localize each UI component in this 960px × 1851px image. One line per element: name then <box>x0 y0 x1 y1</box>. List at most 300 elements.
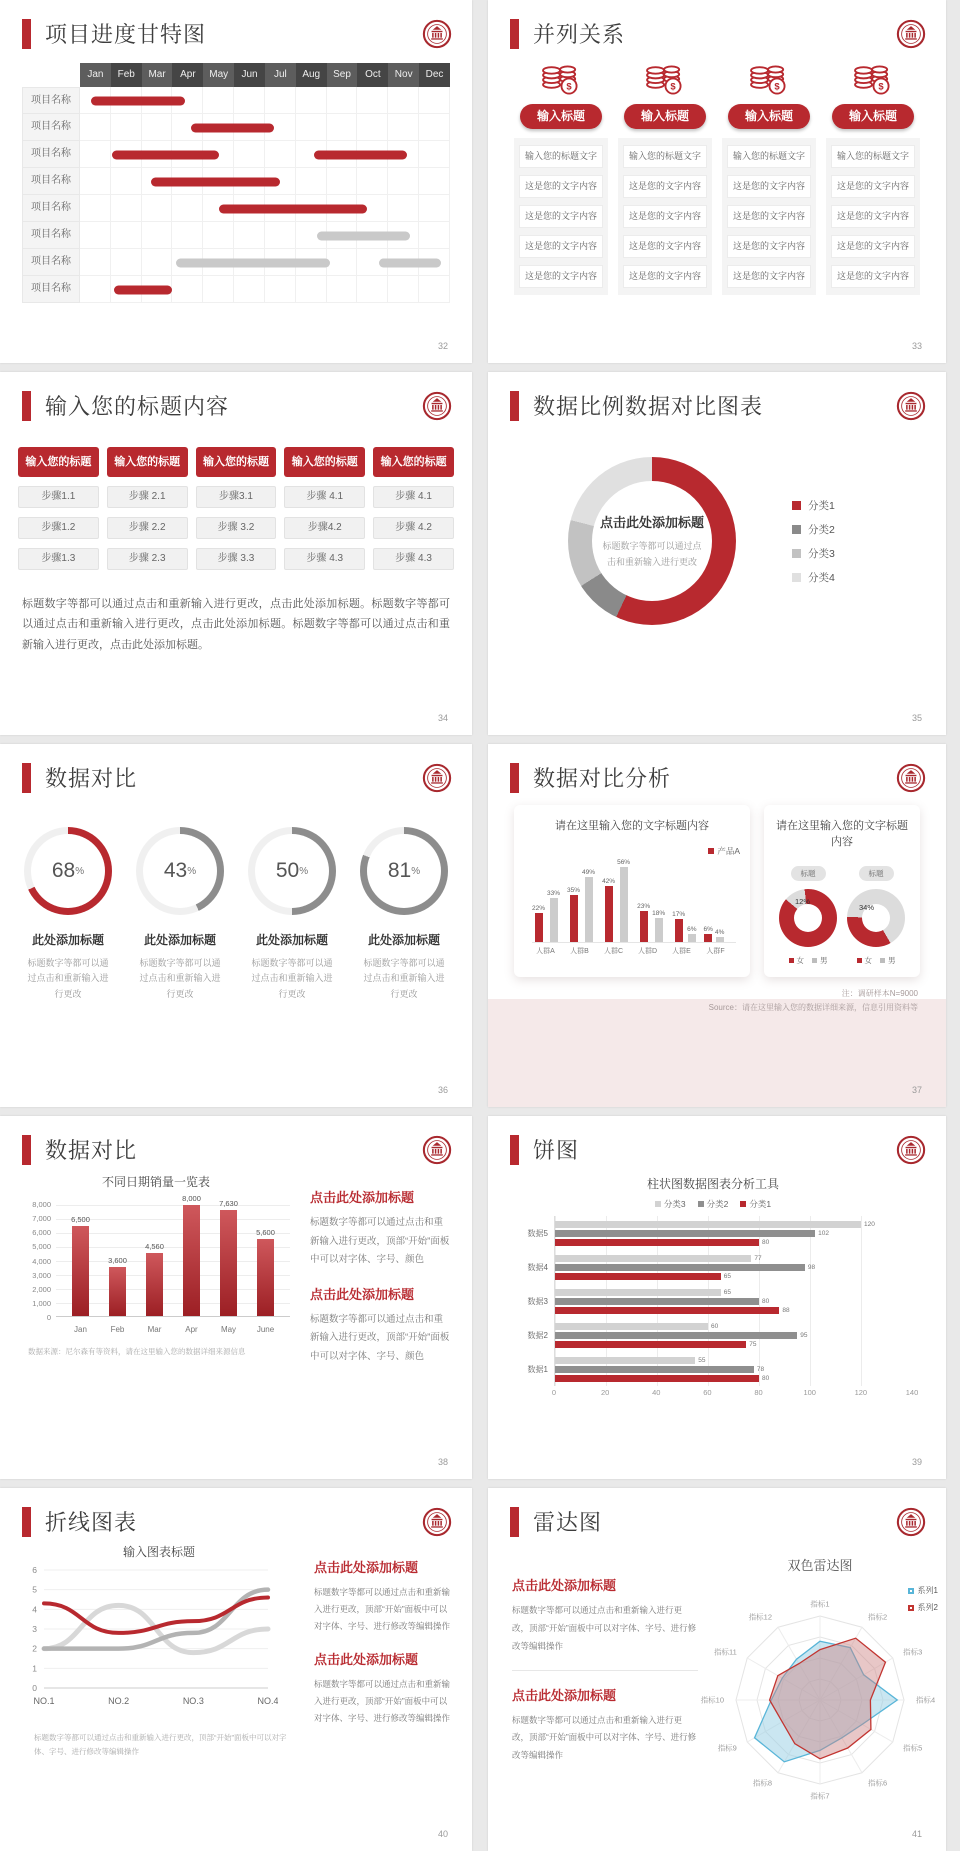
slide-thumbnail-38-barchart[interactable] <box>0 1116 472 1479</box>
slide-thumbnail-36-rings[interactable] <box>0 744 472 1107</box>
slide-header <box>0 1116 472 1165</box>
x-axis-label: Feb <box>110 1325 125 1334</box>
gantt-month-label: Aug <box>296 63 327 87</box>
hbar-with-label <box>555 1239 912 1246</box>
mini-donuts <box>774 863 910 966</box>
percent-sign: % <box>187 865 197 877</box>
bar-value-label: 120 <box>864 1220 875 1228</box>
ring-caption-text: 标题数字等都可以通过点击和重新输入进行更改 <box>363 958 445 999</box>
svg-text:指标8: 指标8 <box>752 1778 772 1788</box>
steps-column <box>284 447 365 570</box>
gantt-grid-cell <box>419 276 450 303</box>
y-axis-tick-label: 3,000 <box>32 1270 51 1280</box>
gantt-row <box>22 87 450 114</box>
gantt-grid-cell <box>172 222 203 249</box>
gantt-grid-cell <box>203 276 234 303</box>
bar-value-label: 5,600 <box>256 1227 275 1237</box>
legend-item: 男 <box>880 955 896 966</box>
university-seal-logo-icon <box>896 763 926 793</box>
slide-thumbnail-34-steps[interactable] <box>0 372 472 735</box>
mini-donut-tag: 标题 <box>859 866 894 881</box>
column-title-pill: 输入标题 <box>728 104 811 129</box>
svg-text:$: $ <box>566 81 572 93</box>
step-item: 步骤 4.1 <box>373 486 454 508</box>
donut-legend <box>792 489 835 594</box>
progress-ring <box>24 827 112 915</box>
radar-chart-panel <box>698 1539 942 1823</box>
gantt-grid-cell <box>388 168 419 195</box>
gantt-month-label: Dec <box>419 63 450 87</box>
gantt-grid-cell <box>80 249 111 276</box>
step-item: 步骤 4.3 <box>373 548 454 570</box>
title-accent-bar <box>22 1135 31 1165</box>
gantt-row-track <box>80 195 450 222</box>
bar <box>555 1366 754 1373</box>
steps-column <box>107 447 188 570</box>
gantt-grid-cell <box>296 87 327 114</box>
x-axis-label: Mar <box>147 1325 162 1334</box>
legend-swatch <box>740 1201 746 1207</box>
bar-value-label: 6% <box>687 926 697 933</box>
slide-thumbnail-35-donut[interactable] <box>488 372 946 735</box>
step-item: 步骤 3.2 <box>196 517 277 539</box>
gantt-grid-cell <box>80 195 111 222</box>
legend-swatch <box>792 549 801 558</box>
gantt-row-label: 项目名称 <box>22 222 80 249</box>
bar-value-label: 56% <box>617 859 631 867</box>
gantt-grid-cell <box>142 114 173 141</box>
steps-column <box>373 447 454 570</box>
list-item: 这是您的文字内容 <box>831 265 915 288</box>
gantt-row <box>22 222 450 249</box>
legend-swatch <box>908 1588 914 1594</box>
gantt-row-track <box>80 141 450 168</box>
list-item: 输入您的标题文字 <box>831 145 915 168</box>
list-item: 这是您的文字内容 <box>519 175 603 198</box>
category-label: 人群E <box>672 948 691 955</box>
gantt-grid-cell <box>265 141 296 168</box>
bar <box>555 1264 805 1271</box>
category-label: 人群F <box>706 948 725 955</box>
gantt-row-label: 项目名称 <box>22 114 80 141</box>
bar-value-label: 80 <box>762 1297 770 1305</box>
bar-value-label: 75 <box>749 1340 757 1348</box>
list-item: 这是您的文字内容 <box>727 175 811 198</box>
donut-center-title: 点击此处添加标题 <box>599 514 704 530</box>
university-seal-logo-icon <box>422 391 452 421</box>
slide-header <box>488 0 946 49</box>
svg-text:指标2: 指标2 <box>868 1612 888 1622</box>
bar-value-label: 7,630 <box>219 1199 238 1209</box>
page-number: 35 <box>911 713 922 723</box>
block-text: 标题数字等都可以通过点击和重新输入进行更改，顶部“开始”面板中可以对字体、字号、颜色 <box>310 1217 450 1266</box>
bar-group <box>704 926 725 942</box>
block-text: 标题数字等都可以通过点击和重新输入进行更改，顶部“开始”面板中可以对字体、字号、进行修改等编辑操作 <box>314 1587 451 1631</box>
coins-dollar-icon <box>514 61 608 100</box>
ring-percent-value: 68 <box>51 859 76 882</box>
donut-chart <box>568 457 736 625</box>
slide-thumbnail-37-analysis[interactable] <box>488 744 946 1107</box>
bar <box>555 1323 708 1330</box>
page-number: 39 <box>911 1457 922 1467</box>
hbar-with-label <box>555 1273 912 1280</box>
svg-text:指标11: 指标11 <box>714 1647 737 1657</box>
gantt-grid-cell <box>357 87 388 114</box>
slide-header <box>0 372 472 421</box>
ring-hole <box>31 834 105 908</box>
gantt-bar <box>114 285 173 294</box>
hbar-with-label <box>555 1255 912 1262</box>
mini-donut <box>847 889 905 947</box>
gantt-row-track <box>80 168 450 195</box>
gantt-row-track <box>80 222 450 249</box>
legend-swatch <box>880 958 885 963</box>
legend-item: 分类1 <box>740 1198 771 1210</box>
slide-header <box>488 372 946 421</box>
hbar-group <box>555 1250 912 1284</box>
page-number: 38 <box>437 1457 448 1467</box>
gantt-row-track <box>80 249 450 276</box>
bar-with-label <box>715 929 724 942</box>
slide-title: 并列关系 <box>533 22 626 47</box>
gantt-month-label: Jan <box>80 63 111 87</box>
coins-dollar-icon <box>826 61 920 100</box>
gantt-month-label: Mar <box>142 63 173 87</box>
bar <box>183 1205 200 1316</box>
category-label: 人群D <box>637 948 658 955</box>
column-item-list <box>618 138 712 295</box>
gantt-grid-cell <box>203 222 234 249</box>
bar <box>585 877 593 942</box>
bar-with-label <box>256 1228 276 1316</box>
list-item: 输入您的标题文字 <box>519 145 603 168</box>
gantt-grid-cell <box>327 87 358 114</box>
bar <box>620 867 628 942</box>
gantt-grid-cell <box>234 222 265 249</box>
title-accent-bar <box>22 19 31 49</box>
svg-text:指标6: 指标6 <box>868 1778 888 1788</box>
progress-ring <box>248 827 336 915</box>
list-item: 这是您的文字内容 <box>519 265 603 288</box>
gantt-month-label: Jul <box>265 63 296 87</box>
y-axis-tick-label: 0 <box>46 1313 51 1322</box>
legend-label: 产品A <box>717 846 740 856</box>
x-axis-tick-label: 120 <box>854 1388 868 1397</box>
block-title: 点击此处添加标题 <box>512 1687 617 1703</box>
list-item: 这是您的文字内容 <box>727 205 811 228</box>
legend-item: 分类2 <box>698 1198 729 1210</box>
step-item: 步骤4.2 <box>284 517 365 539</box>
card-legend <box>708 845 740 857</box>
title-accent-bar <box>510 19 519 49</box>
title-accent-bar <box>510 1507 519 1537</box>
svg-text:指标5: 指标5 <box>903 1743 923 1753</box>
legend-swatch <box>708 848 714 854</box>
gantt-grid-cell <box>172 195 203 222</box>
svg-text:NO.2: NO.2 <box>108 1696 130 1706</box>
x-axis-tick-label: 60 <box>703 1388 712 1397</box>
bar-value-label: 4% <box>714 928 725 936</box>
bar-value-label: 60 <box>711 1322 719 1330</box>
x-axis-tick-label: 20 <box>600 1388 610 1397</box>
gantt-grid-cell <box>419 168 450 195</box>
bar <box>257 1239 274 1316</box>
legend-swatch <box>655 1201 661 1207</box>
bar-value-label: 33% <box>547 890 561 897</box>
bar <box>555 1357 695 1364</box>
bar-value-label: 23% <box>637 903 651 911</box>
card-title: 请在这里输入您的文字标题内容 <box>555 820 709 832</box>
x-axis-label: May <box>220 1325 237 1334</box>
block-text: 标题数字等都可以通过点击和重新输入进行更改，顶部“开始”面板中可以对字体、字号、进行修改等编辑操作 <box>512 1714 697 1761</box>
parallel-column <box>826 61 920 295</box>
parallel-column <box>514 61 608 295</box>
svg-text:指标4: 指标4 <box>916 1695 936 1705</box>
list-item: 这是您的文字内容 <box>623 235 707 258</box>
bar-chart-panel <box>22 1173 290 1366</box>
gantt-grid-cell <box>111 195 142 222</box>
gantt-grid-cell <box>419 114 450 141</box>
gantt-grid-cell <box>265 87 296 114</box>
gantt-row <box>22 114 450 141</box>
mini-donut-tag: 标题 <box>791 866 826 881</box>
step-item: 步骤1.3 <box>18 548 99 570</box>
step-item: 步骤 4.3 <box>284 548 365 570</box>
bar-with-label <box>582 869 595 942</box>
steps-header: 输入您的标题 <box>107 447 188 477</box>
parallel-column <box>722 61 816 295</box>
hbar-group <box>555 1284 912 1318</box>
gantt-grid-cell <box>388 195 419 222</box>
progress-ring <box>136 827 224 915</box>
hbar-with-label <box>555 1375 912 1382</box>
bar <box>109 1267 126 1316</box>
mini-donut-hole <box>794 904 822 932</box>
gantt-grid-cell <box>296 168 327 195</box>
legend-label: 分类2 <box>808 523 835 536</box>
column-item-list <box>722 138 816 295</box>
page-number: 32 <box>437 341 448 351</box>
block-text: 标题数字等都可以通过点击和重新输入进行更改，顶部“开始”面板中可以对字体、字号、颜色 <box>310 1313 450 1362</box>
x-axis-ticks <box>551 1386 919 1398</box>
hbar-with-label <box>555 1264 912 1271</box>
gantt-grid-cell <box>142 249 173 276</box>
bar <box>535 913 543 942</box>
slide-header <box>488 1488 946 1537</box>
pink-background-band <box>488 999 946 1107</box>
bar-value-label: 8,000 <box>182 1194 201 1203</box>
gantt-row-track <box>80 114 450 141</box>
university-seal-logo-icon <box>896 1507 926 1537</box>
bar <box>555 1307 779 1314</box>
bar-value-label: 4,560 <box>145 1242 164 1252</box>
gantt-grid-cell <box>142 195 173 222</box>
svg-text:指标7: 指标7 <box>810 1791 830 1801</box>
gantt-grid-cell <box>419 195 450 222</box>
university-seal-logo-icon <box>896 1135 926 1165</box>
text-blocks <box>290 1173 450 1366</box>
ring-caption-text: 标题数字等都可以通过点击和重新输入进行更改 <box>139 958 221 999</box>
bar-value-label: 65 <box>723 1288 731 1296</box>
steps-header: 输入您的标题 <box>373 447 454 477</box>
x-axis-label: June <box>256 1325 275 1334</box>
gantt-row <box>22 276 450 303</box>
legend-item <box>792 522 835 537</box>
y-axis-labels <box>22 1200 56 1322</box>
gantt-grid-cell <box>357 168 388 195</box>
divider-line <box>512 1670 698 1671</box>
slide-header <box>488 744 946 793</box>
gantt-month-label: Nov <box>388 63 419 87</box>
svg-text:NO.3: NO.3 <box>182 1696 204 1706</box>
legend-item: 女 <box>789 955 805 966</box>
gantt-month-label: Oct <box>357 63 388 87</box>
gantt-grid-cell <box>327 249 358 276</box>
slide-thumbnail-32-gantt[interactable] <box>0 0 472 363</box>
legend-item <box>792 498 835 513</box>
bar-value-label: 3,600 <box>108 1255 127 1265</box>
grouped-bar-card <box>514 805 750 977</box>
ring-hole <box>255 834 329 908</box>
legend-item: 系列2 <box>908 1602 938 1613</box>
grouped-bar-chart <box>532 851 736 943</box>
bar-with-label <box>637 903 650 942</box>
donut-center-subtitle: 标题数字等都可以通过点击和重新输入进行更改 <box>602 540 702 567</box>
svg-text:$: $ <box>774 81 780 93</box>
gantt-grid-cell <box>419 141 450 168</box>
slide-thumbnail-39-hbar[interactable] <box>488 1116 946 1479</box>
title-accent-bar <box>510 1135 519 1165</box>
gantt-grid-cell <box>388 276 419 303</box>
gantt-month-label: Feb <box>111 63 142 87</box>
bar <box>675 919 683 942</box>
chart-title: 输入图表标题 <box>122 1545 195 1559</box>
legend-swatch <box>857 958 862 963</box>
svg-text:NO.1: NO.1 <box>33 1696 55 1706</box>
ring-caption-text: 标题数字等都可以通过点击和重新输入进行更改 <box>251 958 333 999</box>
ring-percent-value: 50 <box>275 859 300 882</box>
bar-value-label: 80 <box>762 1238 770 1246</box>
progress-ring-item <box>130 827 230 1002</box>
bar-value-label: 95 <box>800 1331 808 1339</box>
radar-chart <box>698 1574 942 1823</box>
step-item: 步骤 3.3 <box>196 548 277 570</box>
step-item: 步骤 2.1 <box>107 486 188 508</box>
gantt-bar <box>91 96 185 105</box>
note-source: Source：请在这里输入您的数据详细来源，信息引用资料等 <box>708 1002 918 1012</box>
category-labels <box>514 1216 554 1386</box>
gantt-grid-cell <box>327 276 358 303</box>
page-number: 36 <box>437 1085 448 1095</box>
gantt-grid-cell <box>357 114 388 141</box>
mini-donut-block <box>847 863 905 966</box>
bar <box>688 934 696 942</box>
list-item: 这是您的文字内容 <box>519 235 603 258</box>
gantt-bar <box>191 123 274 132</box>
hbar-chart-panel <box>514 1175 919 1398</box>
gantt-month-label: Apr <box>172 63 203 87</box>
bar-value-label: 35% <box>567 887 581 895</box>
block-title: 点击此处添加标题 <box>310 1190 415 1205</box>
legend-item <box>792 546 835 561</box>
gantt-grid-cell <box>203 87 234 114</box>
svg-text:$: $ <box>878 81 884 93</box>
legend-swatch <box>792 501 801 510</box>
parallel-columns <box>514 61 920 295</box>
bar-with-label <box>687 926 696 942</box>
gantt-grid-cell <box>111 114 142 141</box>
page-number: 40 <box>437 1829 448 1839</box>
x-axis-label: Apr <box>185 1325 198 1334</box>
steps-header: 输入您的标题 <box>196 447 277 477</box>
list-item: 这是您的文字内容 <box>727 265 811 288</box>
page-number: 34 <box>437 713 448 723</box>
slide-header <box>0 1488 472 1537</box>
gantt-bar <box>112 150 218 159</box>
svg-text:2: 2 <box>32 1643 37 1654</box>
gantt-grid-cell <box>388 87 419 114</box>
gantt-month-header <box>22 63 450 87</box>
bar-group <box>567 869 595 942</box>
line-chart-panel <box>20 1543 298 1758</box>
gantt-bar <box>317 231 410 240</box>
block-title: 点击此处添加标题 <box>314 1652 419 1667</box>
bar-with-label <box>71 1215 91 1316</box>
category-label: 人群A <box>536 948 555 955</box>
card-title: 请在这里输入您的文字标题内容 <box>776 820 908 848</box>
mini-donut-block <box>779 863 837 966</box>
title-accent-bar <box>22 391 31 421</box>
slide-title: 项目进度甘特图 <box>45 22 207 47</box>
bar-with-label <box>704 926 713 942</box>
list-item: 输入您的标题文字 <box>623 145 707 168</box>
bar-value-label: 98 <box>807 1263 816 1271</box>
bar <box>72 1226 89 1316</box>
category-label: 数据3 <box>527 1296 548 1306</box>
list-item: 这是您的文字内容 <box>831 235 915 258</box>
parallel-column <box>618 61 712 295</box>
y-axis-tick-label: 6,000 <box>32 1228 51 1238</box>
gantt-grid-cell <box>296 276 327 303</box>
bar <box>555 1298 759 1305</box>
slide-thumbnail-33-parallel[interactable] <box>488 0 946 363</box>
university-seal-logo-icon <box>422 1135 452 1165</box>
bar <box>555 1289 721 1296</box>
percent-sign: % <box>411 865 421 877</box>
text-blocks <box>512 1539 698 1823</box>
slide-thumbnail-40-line[interactable] <box>0 1488 472 1851</box>
page-number: 37 <box>911 1085 922 1095</box>
title-accent-bar <box>510 391 519 421</box>
svg-text:指标1: 指标1 <box>810 1599 830 1609</box>
bar-value-label: 22% <box>532 904 546 912</box>
svg-text:NO.4: NO.4 <box>257 1696 278 1706</box>
gantt-chart <box>22 63 450 303</box>
gantt-row-label: 项目名称 <box>22 276 80 303</box>
category-label: 人群B <box>570 948 589 955</box>
gantt-row-track <box>80 276 450 303</box>
slide-header <box>0 0 472 49</box>
y-axis-tick-label: 8,000 <box>32 1200 51 1209</box>
slide-thumbnail-41-radar[interactable] <box>488 1488 946 1851</box>
gantt-grid-cell <box>296 114 327 141</box>
percent-sign: % <box>299 865 309 877</box>
slide-header <box>488 1116 946 1165</box>
gantt-grid-cell <box>265 276 296 303</box>
legend-swatch <box>698 1201 704 1207</box>
text-blocks <box>298 1543 454 1758</box>
svg-text:6: 6 <box>32 1565 37 1575</box>
